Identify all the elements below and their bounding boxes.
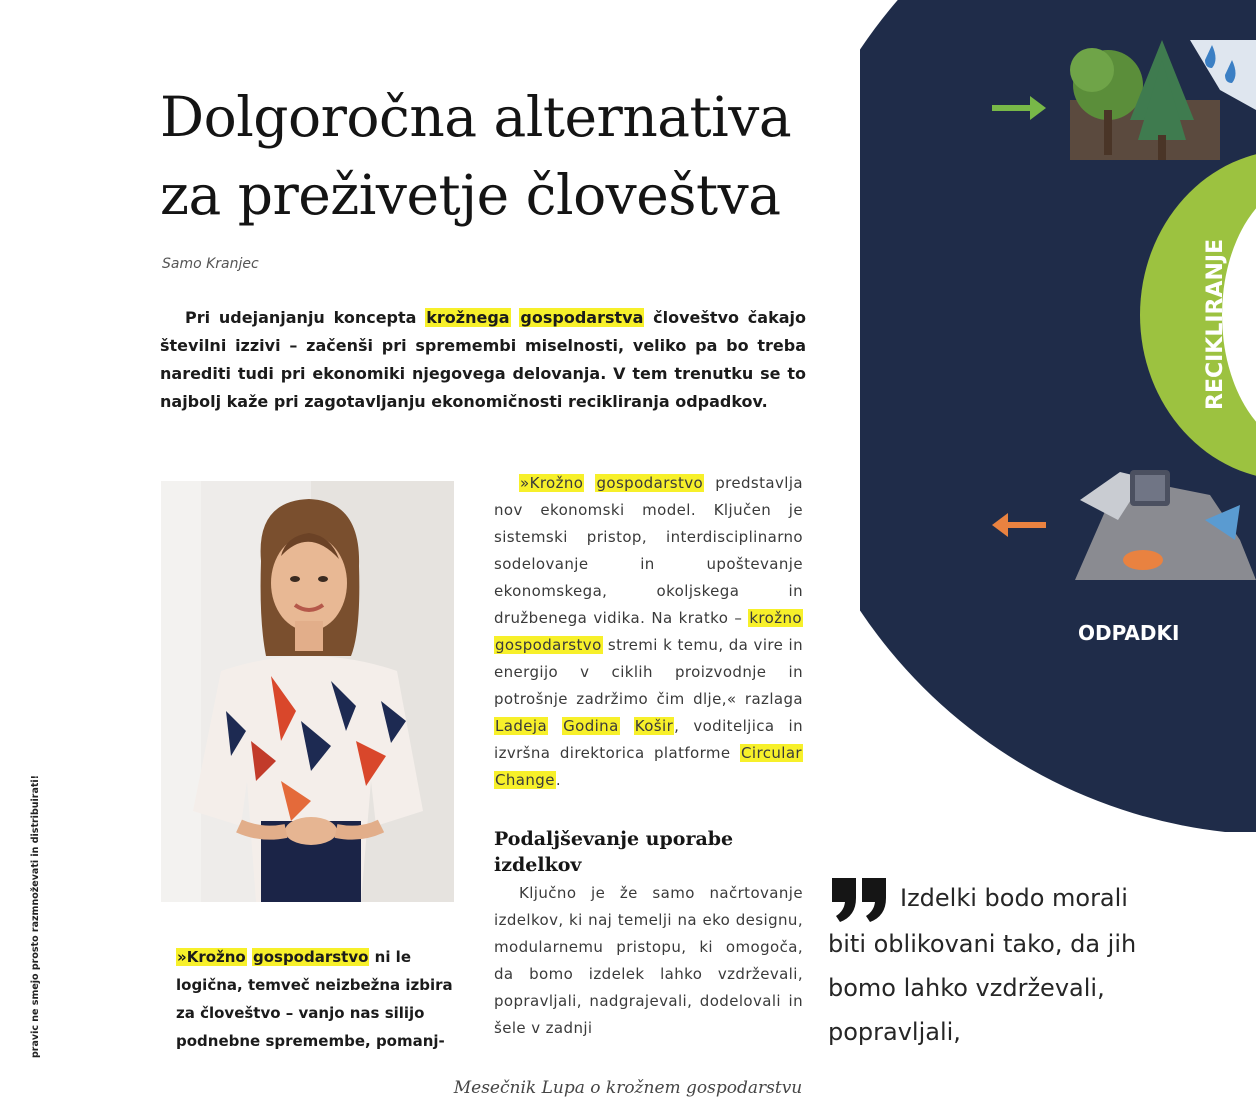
lead-text-2: človeštvo čakajo številni izzivi – začenši pri spremembi miselnosti, veliko pa bo treba narediti tudi pri ekonomiki njegovega delovanja. V tem trenutku se to najbolj kaže pri zagotavljanju ekonomičnosti recikliranja odpadkov. — [160, 308, 806, 411]
highlight: gospodarstvo — [596, 474, 704, 492]
copyright-sidenote: pravic ne smejo prosto razmnoževati in distribuirati! — [30, 775, 41, 1058]
title-line-1: Dolgoročna alternativa — [160, 85, 792, 149]
highlight: gospodarstvo — [252, 948, 369, 966]
highlight: »Krožno — [177, 948, 246, 966]
lead-paragraph — [160, 304, 806, 416]
lead-text-1: Pri udejanjanju koncepta — [185, 308, 426, 327]
pull-quote — [176, 943, 466, 1055]
body-column-2 — [494, 880, 803, 1040]
body-text: , voditeljica in izvršna direktorica platforme — [494, 717, 804, 762]
highlight: gospodarstva — [520, 308, 644, 327]
recycling-label: RECIKLIRANJE — [1203, 238, 1228, 410]
body-text: stremi k temu, da vire in energijo v ciklih proizvodnje in potrošnje zadržimo čim dlje,« razlaga — [494, 636, 803, 708]
title-line-2: za preživetje človeštva — [160, 163, 781, 227]
body-text: predstavlja nov ekonomski model. Ključen je sistemski pristop, interdisciplinarno sodelovanje in upoštevanje ekonomskega, okoljskega in družbenega vidika. Na kratko – — [494, 474, 803, 627]
highlight: gospodarstvo — [495, 636, 602, 654]
portrait-illustration — [161, 481, 454, 902]
circular-economy-graphic — [860, 0, 1256, 832]
cycle-diagram — [860, 0, 1256, 832]
highlight: krožnega — [426, 308, 510, 327]
section-subheading: Podaljševanje uporabe izdelkov — [494, 828, 734, 876]
body-paragraph: Ključno je že samo načrtovanje izdelkov, ki naj temelji na eko designu, modularnemu pristopu, ki omogoča, da bomo izdelek lahko vzdrževali, popravljali, nadgrajevali, dodelovali in šele v zadnji — [494, 884, 803, 1037]
portrait-photo — [161, 481, 454, 902]
highlight: Ladeja — [495, 717, 548, 735]
highlight: »Krožno — [520, 474, 584, 492]
image-caption: Mesečnik Lupa o krožnem gospodarstvu — [453, 1078, 803, 1098]
body-paragraph — [494, 470, 803, 794]
pull-quote-text: ni le logična, temveč neizbežna izbira za človeštvo – vanjo nas silijo podnebne spremembe, pomanj- — [176, 948, 453, 1050]
article-title — [160, 78, 840, 234]
featured-quote — [828, 876, 1148, 1054]
highlight: Godina — [563, 717, 619, 735]
highlight: Circular — [741, 744, 802, 762]
highlight: Košir — [634, 717, 674, 735]
quote-marks-icon — [828, 876, 890, 922]
author-byline: Samo Kranjec — [162, 256, 259, 272]
featured-quote-text: Izdelki bodo morali biti oblikovani tako, da jih bomo lahko vzdrževali, popravljali, — [828, 884, 1137, 1046]
highlight: krožno — [749, 609, 802, 627]
highlight: Change — [495, 771, 555, 789]
waste-label: ODPADKI — [1078, 621, 1180, 645]
body-text: . — [555, 771, 562, 789]
body-column — [494, 470, 803, 794]
